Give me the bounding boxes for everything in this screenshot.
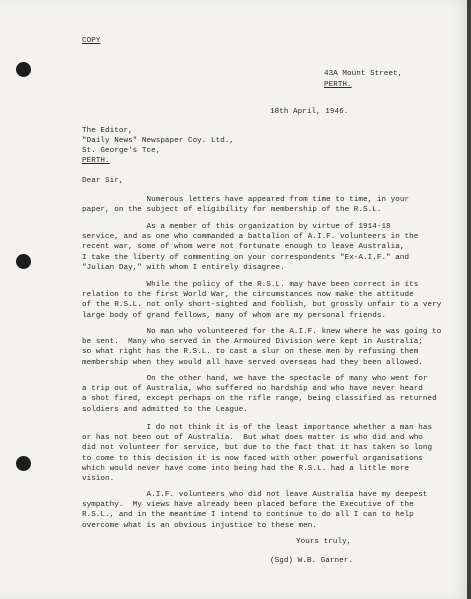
recipient-line: "Daily News" Newspaper Coy. Ltd., <box>82 137 235 145</box>
paragraph-line: to come to this decision it is now faced with other powerful organisations <box>82 454 423 463</box>
paragraph-line: large body of grand fellows, many of whom are my personal friends. <box>82 311 387 320</box>
paragraph-line: "Julian Day," with whom I entirely disagree. <box>82 263 285 272</box>
paragraph-line: soldiers and admitted to the League. <box>82 405 248 414</box>
paragraph-line: A.I.F. volunteers who did not leave Australia have my deepest <box>82 491 428 499</box>
paragraph-line: a trip out of Australia, who suffered no hardship and who have never heard <box>82 385 423 394</box>
punch-hole-icon <box>16 456 31 471</box>
paragraph-line: service, and as one who commanded a battalion of A.I.F. volunteers in the <box>82 233 419 242</box>
paragraph-line: As a member of this organization by virtue of 1914-18 <box>82 223 391 231</box>
paragraph-line: so what right has the R.S.L. to cast a slur on these men by refusing them <box>82 348 419 357</box>
closing: Yours truly, <box>296 538 352 546</box>
punch-hole-icon <box>16 62 31 77</box>
paragraph-line: vision. <box>82 475 115 483</box>
signature: (Sgd) W.B. Garner. <box>270 557 353 565</box>
paragraph-line: While the policy of the R.S.L. may have been correct in its <box>82 281 419 289</box>
paragraph-line: did not volunteer for service, but due to the fact that it has taken so long <box>82 444 433 453</box>
paragraph-line: overcome what is an obvious injustice to these men. <box>82 521 317 530</box>
paragraph-line: be sent. Many who served in the Armoured Division were kept in Australia; <box>82 338 423 347</box>
paragraph-line: No man who volunteered for the A.I.F. knew where he was going to <box>82 328 442 336</box>
paragraph-line: I take the liberty of commenting on your correspondents "Ex-A.I.F." and <box>82 253 410 262</box>
paragraph-line: Numerous letters have appeared from time to time, in your <box>82 196 410 204</box>
salutation: Dear Sir, <box>82 177 124 185</box>
copy-label: COPY <box>82 37 101 45</box>
punch-hole-icon <box>16 254 31 269</box>
paragraph-line: R.S.L., and in the meantime I intend to continue to do all I can to help <box>82 511 414 520</box>
scan-edge <box>467 0 471 599</box>
paragraph-line: On the other hand, we have the spectacle of many who went for <box>82 375 428 383</box>
paragraph-line: sympathy. My views have already been placed before the Executive of the <box>82 501 414 510</box>
recipient-line: St. George's Tce, <box>82 147 161 155</box>
letter-date: 18th April, 1946. <box>270 108 349 116</box>
paragraph-line: recent war, some of whom were not fortunate enough to leave Australia, <box>82 243 405 252</box>
sender-street: 43A Mount Street, <box>324 70 403 78</box>
paragraph-line: membership when they would all have served overseas had they been allowed. <box>82 358 423 367</box>
sender-city: PERTH. <box>324 81 352 89</box>
paragraph-line: which would never have come into being had the R.S.L. had a little more <box>82 464 410 473</box>
paragraph-line: a shot fired, except perhaps on the rifle range, being classified as returned <box>82 395 437 404</box>
paragraph-line: paper, on the subject of eligibility for membership of the R.S.L. <box>82 206 382 215</box>
paragraph-line: I do not think it is of the least importance whether a man has <box>82 424 433 432</box>
paragraph-line: of the R.S.L. not only short-sighted and foolish, but grossly unfair to a very <box>82 301 442 310</box>
paragraph-line: relation to the first World War, the circumstances now make the attitude <box>82 291 414 300</box>
paragraph-line: or has not been out of Australia. But what does matter is who did and who <box>82 434 423 443</box>
recipient-line: PERTH. <box>82 157 110 165</box>
recipient-line: The Editor, <box>82 127 133 135</box>
